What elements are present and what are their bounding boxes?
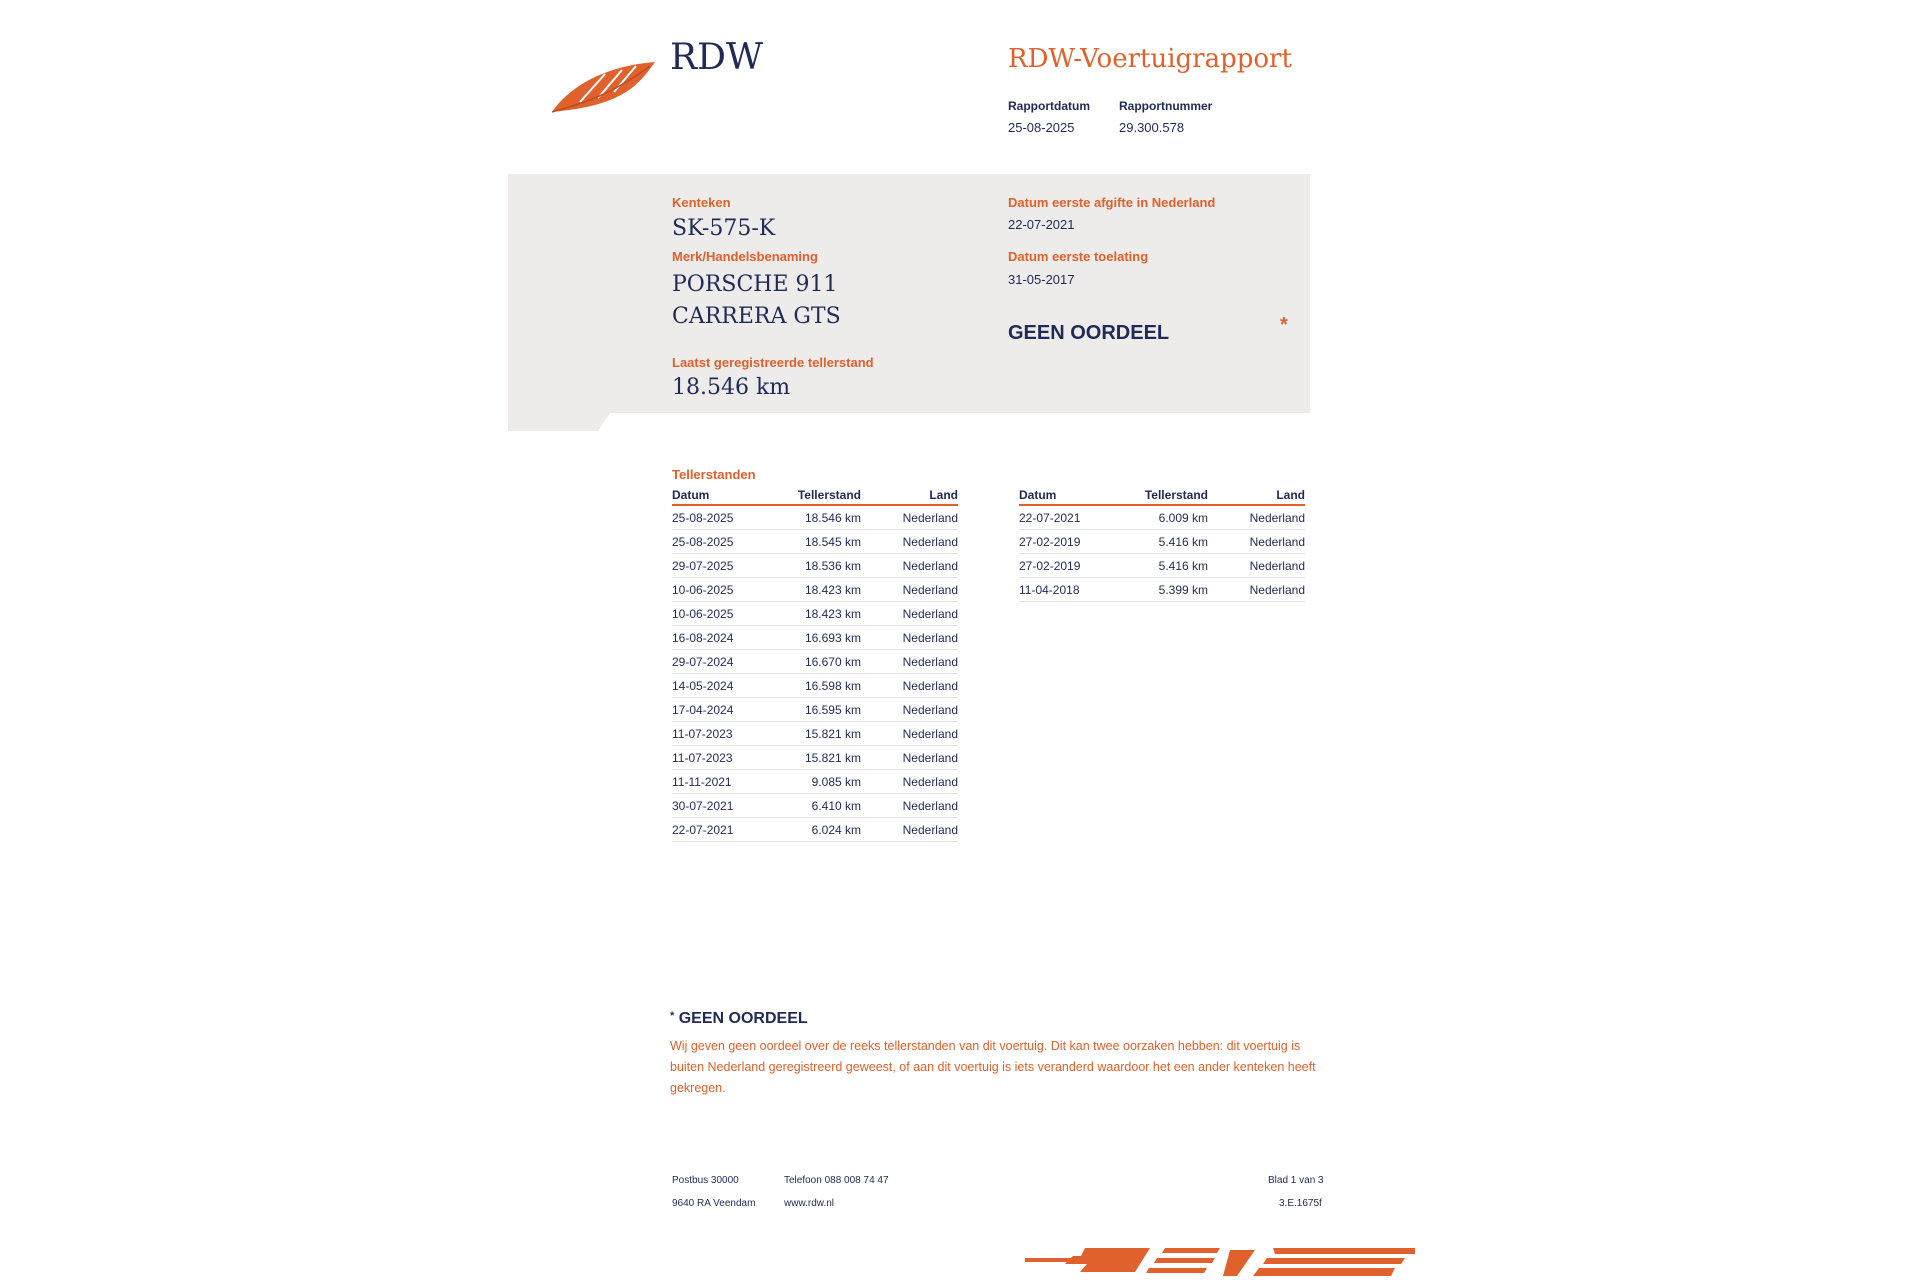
- footer-code: 3.E.1675f: [1279, 1198, 1322, 1209]
- reading-land: Nederland: [861, 578, 958, 602]
- reading-km: 6.024 km: [782, 818, 861, 842]
- reading-date: 11-07-2023: [672, 746, 782, 770]
- reading-date: 11-11-2021: [672, 770, 782, 794]
- reading-km: 6.009 km: [1129, 505, 1208, 530]
- readings-table-left: [672, 488, 958, 842]
- table-row: [672, 650, 958, 674]
- table-row: [1019, 530, 1305, 554]
- plate-value: SK-575-K: [672, 216, 776, 241]
- footnote-text: Wij geven geen oordeel over de reeks tellerstanden van dit voertuig. Dit kan twee oorzaken hebben: dit voertuig is buiten Nederland geregistreerd geweest, of aan dit voertuig is iets veranderd waardoor het een ander kenteken heeft gekregen.: [670, 1039, 1316, 1095]
- reading-land: Nederland: [861, 505, 958, 530]
- verdict-asterisk: *: [1280, 314, 1288, 336]
- reading-date: 29-07-2024: [672, 650, 782, 674]
- reading-date: 25-08-2025: [672, 530, 782, 554]
- col-date-header: Datum: [672, 488, 782, 505]
- table-header-row: [672, 488, 958, 505]
- reading-km: 16.598 km: [782, 674, 861, 698]
- report-date-label: Rapportdatum: [1008, 99, 1090, 113]
- reading-km: 9.085 km: [782, 770, 861, 794]
- reading-land: Nederland: [1208, 578, 1305, 602]
- odometer-value: 18.546 km: [672, 375, 791, 400]
- reading-km: 6.410 km: [782, 794, 861, 818]
- odometer-label: Laatst geregistreerde tellerstand: [672, 355, 874, 370]
- table-row: [672, 770, 958, 794]
- reading-km: 18.536 km: [782, 554, 861, 578]
- reading-land: Nederland: [1208, 505, 1305, 530]
- reading-land: Nederland: [861, 698, 958, 722]
- table-row: [672, 794, 958, 818]
- footnote-mark: *: [670, 1010, 675, 1022]
- reading-date: 22-07-2021: [1019, 505, 1129, 530]
- table-row: [672, 722, 958, 746]
- reading-date: 25-08-2025: [672, 505, 782, 530]
- reading-km: 5.416 km: [1129, 554, 1208, 578]
- reading-land: Nederland: [861, 722, 958, 746]
- reading-land: Nederland: [1208, 554, 1305, 578]
- report-date: 25-08-2025: [1008, 120, 1075, 135]
- footnote-title: [670, 1010, 808, 1028]
- footnote-title-text: GEEN OORDEEL: [678, 1010, 808, 1027]
- table-row: [672, 505, 958, 530]
- table-row: [1019, 505, 1305, 530]
- reading-km: 5.416 km: [1129, 530, 1208, 554]
- reading-date: 16-08-2024: [672, 626, 782, 650]
- reading-date: 14-05-2024: [672, 674, 782, 698]
- report-title: RDW-Voertuigrapport: [1008, 44, 1292, 74]
- col-land-header: Land: [1208, 488, 1305, 505]
- readings-table-right: [1019, 488, 1305, 602]
- first-admission-value: 31-05-2017: [1008, 272, 1075, 287]
- reading-land: Nederland: [861, 770, 958, 794]
- first-nl-label: Datum eerste afgifte in Nederland: [1008, 195, 1216, 210]
- make-line-1: PORSCHE 911: [672, 272, 838, 297]
- table-row: [672, 818, 958, 842]
- reading-land: Nederland: [1208, 530, 1305, 554]
- reading-date: 30-07-2021: [672, 794, 782, 818]
- reading-land: Nederland: [861, 794, 958, 818]
- footer-website[interactable]: www.rdw.nl: [784, 1198, 835, 1209]
- feather-logo-icon: [550, 56, 660, 116]
- reading-date: 27-02-2019: [1019, 530, 1129, 554]
- reading-date: 29-07-2025: [672, 554, 782, 578]
- first-admission-label: Datum eerste toelating: [1008, 249, 1149, 264]
- table-row: [1019, 578, 1305, 602]
- reading-km: 18.423 km: [782, 602, 861, 626]
- table-row: [672, 746, 958, 770]
- reading-date: 10-06-2025: [672, 578, 782, 602]
- table-row: [672, 554, 958, 578]
- reading-km: 16.693 km: [782, 626, 861, 650]
- reading-km: 16.670 km: [782, 650, 861, 674]
- reading-date: 10-06-2025: [672, 602, 782, 626]
- report-number: 29.300.578: [1119, 120, 1185, 135]
- reading-km: 15.821 km: [782, 746, 861, 770]
- reading-land: Nederland: [861, 530, 958, 554]
- reading-km: 15.821 km: [782, 722, 861, 746]
- table-row: [672, 674, 958, 698]
- reading-land: Nederland: [861, 602, 958, 626]
- table-row: [672, 698, 958, 722]
- rdw-logo: [550, 56, 660, 121]
- brand-name: RDW: [670, 37, 763, 78]
- table-row: [672, 602, 958, 626]
- reading-date: 11-07-2023: [672, 722, 782, 746]
- reading-date: 27-02-2019: [1019, 554, 1129, 578]
- reading-land: Nederland: [861, 746, 958, 770]
- col-km-header: Tellerstand: [782, 488, 861, 505]
- reading-land: Nederland: [861, 674, 958, 698]
- reading-km: 5.399 km: [1129, 578, 1208, 602]
- reading-land: Nederland: [861, 554, 958, 578]
- readings-title: Tellerstanden: [672, 467, 756, 482]
- first-nl-value: 22-07-2021: [1008, 217, 1075, 232]
- reading-km: 18.546 km: [782, 505, 861, 530]
- make-line-2: CARRERA GTS: [672, 304, 841, 329]
- report-number-label: Rapportnummer: [1119, 99, 1213, 113]
- reading-km: 18.423 km: [782, 578, 861, 602]
- col-date-header: Datum: [1019, 488, 1129, 505]
- table-row: [672, 626, 958, 650]
- plate-label: Kenteken: [672, 195, 731, 210]
- col-land-header: Land: [861, 488, 958, 505]
- footer-address: 9640 RA Veendam: [672, 1198, 756, 1209]
- decorative-stripes-icon: [1025, 1240, 1415, 1285]
- reading-date: 11-04-2018: [1019, 578, 1129, 602]
- reading-land: Nederland: [861, 626, 958, 650]
- reading-land: Nederland: [861, 818, 958, 842]
- reading-km: 16.595 km: [782, 698, 861, 722]
- table-row: [672, 578, 958, 602]
- footer-page: Blad 1 van 3: [1268, 1175, 1324, 1186]
- verdict: GEEN OORDEEL: [1008, 322, 1170, 344]
- reading-land: Nederland: [861, 650, 958, 674]
- table-row: [1019, 554, 1305, 578]
- footer-postbus: Postbus 30000: [672, 1175, 739, 1186]
- footer-phone: Telefoon 088 008 74 47: [784, 1175, 889, 1186]
- panel-tab-shape: [508, 411, 628, 438]
- make-label: Merk/Handelsbenaming: [672, 249, 818, 264]
- reading-date: 17-04-2024: [672, 698, 782, 722]
- col-km-header: Tellerstand: [1129, 488, 1208, 505]
- reading-km: 18.545 km: [782, 530, 861, 554]
- reading-date: 22-07-2021: [672, 818, 782, 842]
- table-header-row: [1019, 488, 1305, 505]
- table-row: [672, 530, 958, 554]
